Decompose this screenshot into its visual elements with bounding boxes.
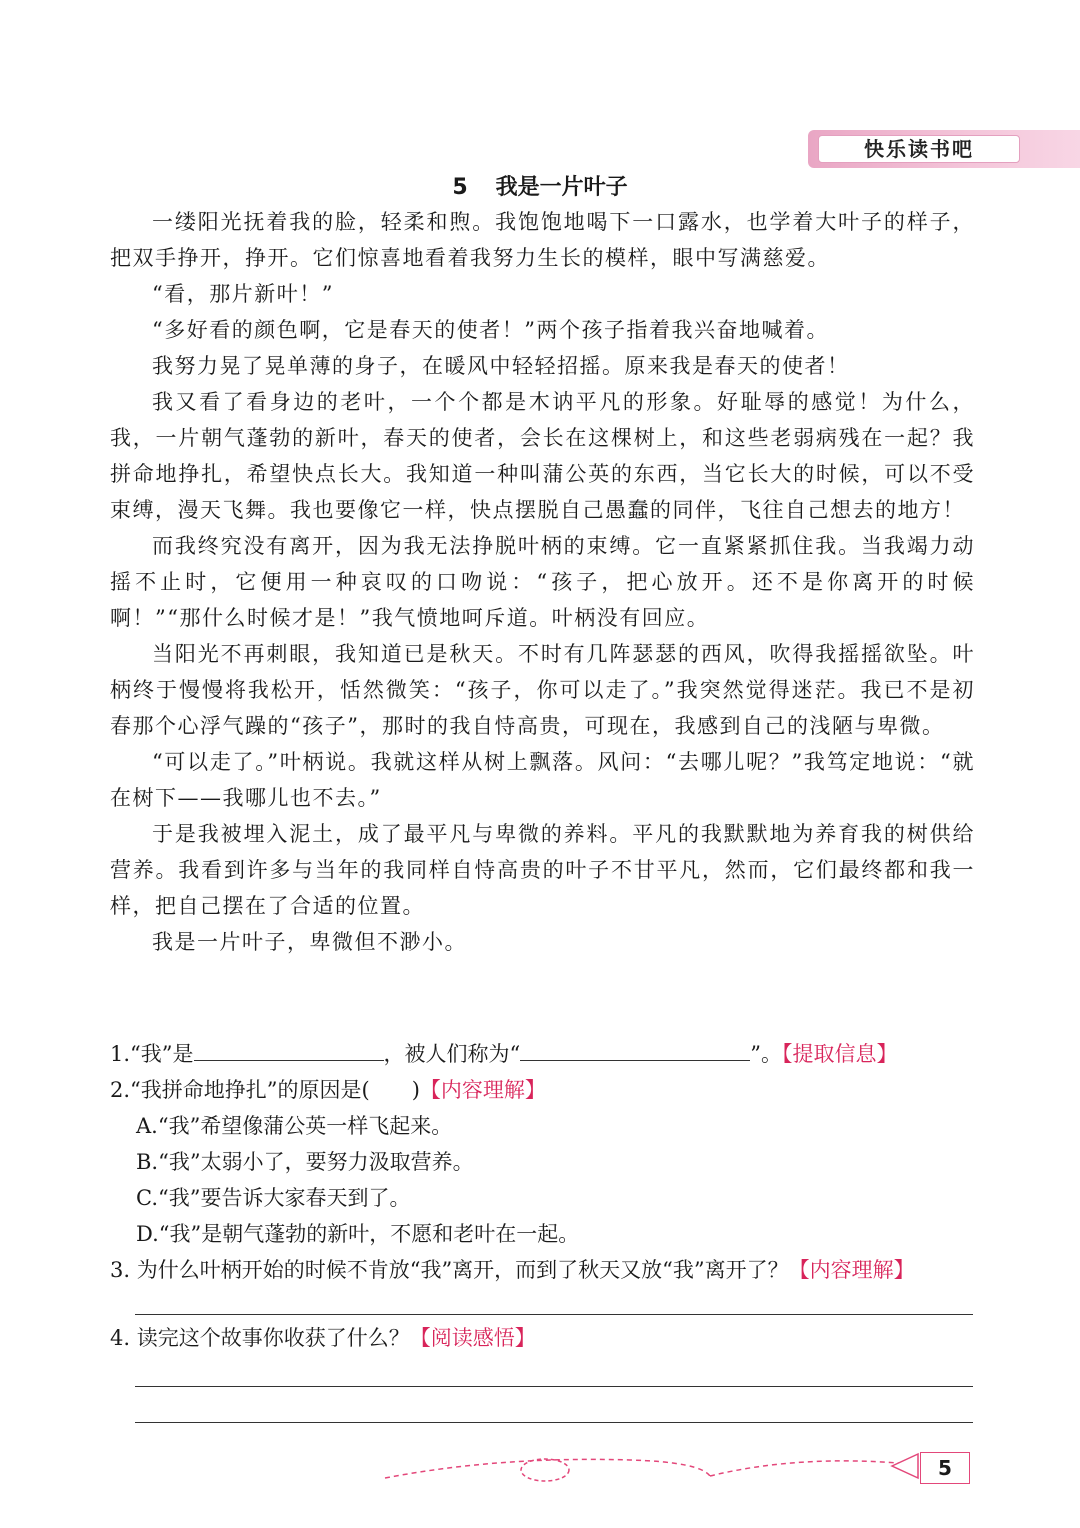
story-number: 5 [452, 175, 468, 200]
paragraph: “多好看的颜色啊，它是春天的使者！”两个孩子指着我兴奋地喊着。 [152, 318, 829, 342]
q1-text-a: 1.“我”是 [110, 1042, 194, 1066]
question-4-block [110, 1320, 990, 1356]
section-label: 快乐读书吧 [818, 135, 1020, 163]
q4-text: 4. 读完这个故事你收获了什么？ [110, 1326, 410, 1350]
story-title-text: 我是一片叶子 [495, 175, 628, 200]
option-c[interactable]: C.“我”要告诉大家春天到了。 [136, 1186, 411, 1210]
story-passage [110, 204, 975, 960]
paragraph: “可以走了。”叶柄说。我就这样从树上飘落。风问：“去哪儿呢？”我笃定地说：“就在树下——我哪儿也不去。” [110, 750, 975, 810]
q3-tag: 【内容理解】 [788, 1258, 915, 1282]
page-number: 5 [920, 1452, 970, 1484]
q4-answer-line-2[interactable] [135, 1422, 973, 1423]
paragraph: 于是我被埋入泥土，成了最平凡与卑微的养料。平凡的我默默地为养育我的树供给营养。我看到许多与当年的我同样自恃高贵的叶子不甘平凡，然而，它们最终都和我一样，把自己摆在了合适的位置。 [110, 822, 975, 918]
story-title [0, 170, 1080, 201]
section-tab [808, 130, 1080, 168]
option-d[interactable]: D.“我”是朝气蓬勃的新叶，不愿和老叶在一起。 [136, 1222, 580, 1246]
questions [110, 1034, 990, 1288]
q1-blank-2[interactable] [520, 1034, 750, 1061]
question-3 [110, 1252, 990, 1288]
paragraph: 一缕阳光抚着我的脸，轻柔和煦。我饱饱地喝下一口露水，也学着大叶子的样子，把双手挣开，挣开。它们惊喜地看着我努力生长的模样，眼中写满慈爱。 [110, 210, 975, 270]
q1-text-c: ”。 [750, 1042, 783, 1066]
q1-text-b: ，被人们称为“ [383, 1042, 521, 1066]
q1-blank-1[interactable] [194, 1034, 384, 1061]
q4-tag: 【阅读感悟】 [409, 1326, 536, 1350]
option-b[interactable]: B.“我”太弱小了，要努力汲取营养。 [136, 1150, 474, 1174]
paragraph: 我努力晃了晃单薄的身子，在暖风中轻轻招摇。原来我是春天的使者！ [152, 354, 850, 378]
q1-tag: 【提取信息】 [782, 1042, 898, 1066]
q4-answer-line-1[interactable] [135, 1386, 973, 1387]
q3-text: 3. 为什么叶柄开始的时候不肯放“我”离开，而到了秋天又放“我”离开了？ [110, 1258, 789, 1282]
q2-text: 2.“我拼命地挣扎”的原因是( ) [110, 1078, 420, 1102]
paragraph: 当阳光不再刺眼，我知道已是秋天。不时有几阵瑟瑟的西风，吹得我摇摇欲坠。叶柄终于慢慢将我松开，恬然微笑：“孩子，你可以走了。”我突然觉得迷茫。我已不是初春那个心浮气躁的“孩子”，那时的我自恃高贵，可现在，我感到自己的浅陋与卑微。 [110, 642, 975, 738]
q2-tag: 【内容理解】 [419, 1078, 546, 1102]
option-a[interactable]: A.“我”希望像蒲公英一样飞起来。 [136, 1114, 453, 1138]
question-2 [110, 1072, 990, 1108]
decorative-dashed-curve [380, 1448, 920, 1490]
paragraph: 我是一片叶子，卑微但不渺小。 [152, 930, 467, 954]
paragraph: 我又看了看身边的老叶，一个个都是木讷平凡的形象。好耻辱的感觉！为什么，我，一片朝气蓬勃的新叶，春天的使者，会长在这棵树上，和这些老弱病残在一起？我拼命地挣扎，希望快点长大。我知道一种叫蒲公英的东西，当它长大的时候，可以不受束缚，漫天飞舞。我也要像它一样，快点摆脱自己愚蠢的同伴，飞往自己想去的地方！ [110, 390, 975, 522]
paragraph: “看，那片新叶！” [152, 282, 334, 306]
question-4 [110, 1320, 990, 1356]
question-1 [110, 1034, 990, 1072]
q3-answer-line[interactable] [135, 1314, 973, 1315]
paragraph: 而我终究没有离开，因为我无法挣脱叶柄的束缚。它一直紧紧抓住我。当我竭力动摇不止时，它便用一种哀叹的口吻说：“孩子，把心放开。还不是你离开的时候啊！”“那什么时候才是！”我气愤地呵斥道。叶柄没有回应。 [110, 534, 975, 630]
